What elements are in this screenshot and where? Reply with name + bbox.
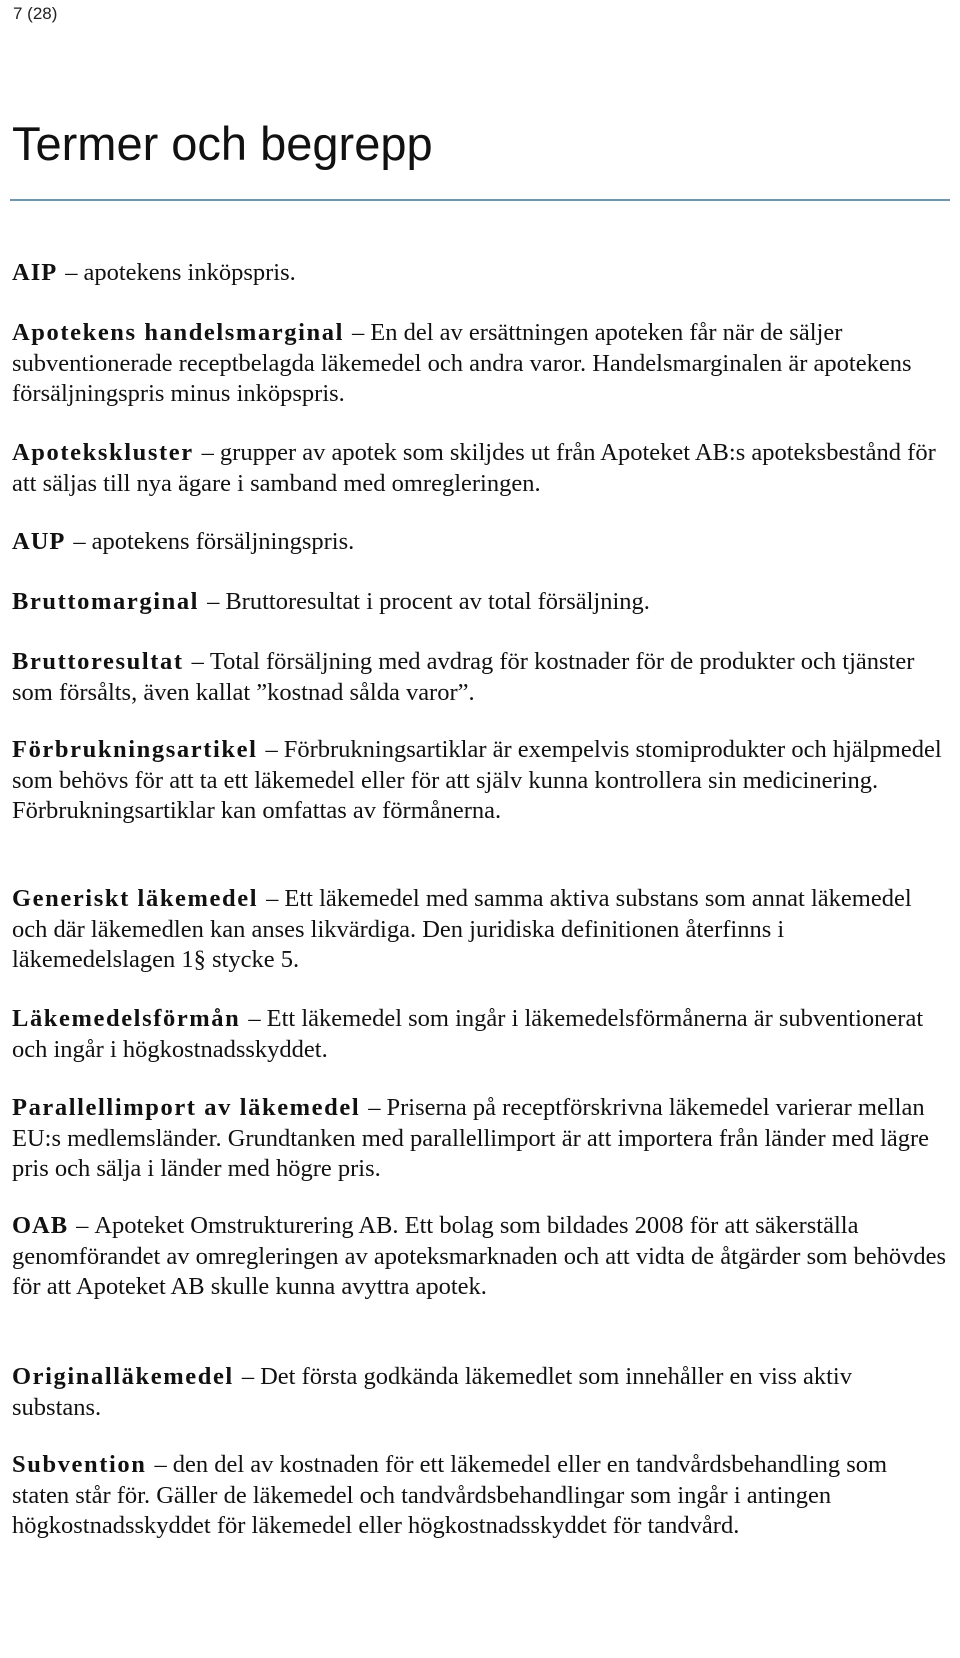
term-generiskt-lakemedel — [12, 884, 947, 976]
term-name: Bruttoresultat — [12, 648, 184, 675]
term-apotekskluster — [12, 438, 947, 499]
term-name: Förbrukningsartikel — [12, 736, 258, 763]
term-dash: – — [266, 885, 279, 912]
term-definition: Priserna på receptförskrivna läkemedel varierar mellan EU:s medlemsländer. Grundtanken med parallellimport är att importera från länder med lägre pris och sälja i länder med högre pris. — [12, 1094, 930, 1182]
term-bruttomarginal — [12, 587, 947, 618]
term-dash: – — [201, 439, 214, 466]
term-definition: Apoteket Omstrukturering AB. Ett bolag som bildades 2008 för att säkerställa genomförandet av omregleringen av apoteksmarknaden och att vidta de åtgärder som behövdes för att Apoteket AB skulle kunna avyttra apotek. — [12, 1212, 947, 1300]
term-definition: Total försäljning med avdrag för kostnader för de produkter och tjänster som försålts, även kallat ”kostnad sålda varor”. — [12, 648, 915, 706]
term-definition: Ett läkemedel med samma aktiva substans som annat läkemedel och där läkemedlen kan anses likvärdiga. Den juridiska definitionen återfinns i läkemedelslagen 1§ stycke 5. — [12, 885, 912, 973]
term-dash: – — [65, 259, 78, 286]
term-name: Subvention — [12, 1451, 147, 1478]
term-definition: apotekens försäljningspris. — [91, 528, 355, 555]
term-parallellimport — [12, 1093, 947, 1185]
term-apotekens-handelsmarginal — [12, 318, 947, 410]
term-bruttoresultat — [12, 647, 947, 708]
term-name: AIP — [12, 259, 58, 286]
term-name: Apotekskluster — [12, 439, 194, 466]
term-dash: – — [207, 588, 220, 615]
term-definition: apotekens inköpspris. — [83, 259, 296, 286]
page-number: 7 (28) — [13, 4, 58, 23]
term-dash: – — [265, 736, 278, 763]
title-rule — [10, 199, 950, 201]
term-aip — [12, 258, 947, 289]
term-definition: Förbrukningsartiklar är exempelvis stomiprodukter och hjälpmedel som behövs för att ta ett läkemedel eller för att själv kunna kontrollera sin medicinering. Förbrukningsartiklar kan omfattas av förmånerna. — [12, 736, 942, 824]
term-definition: Ett läkemedel som ingår i läkemedelsförmånerna är subventionerat och ingår i högkostnadsskyddet. — [12, 1005, 924, 1063]
term-dash: – — [248, 1005, 261, 1032]
term-definition: Bruttoresultat i procent av total försäljning. — [225, 588, 650, 615]
term-originallakemedel — [12, 1362, 947, 1423]
term-name: Generiskt läkemedel — [12, 885, 259, 912]
term-name: Parallellimport av läkemedel — [12, 1094, 361, 1121]
term-name: Läkemedelsförmån — [12, 1005, 241, 1032]
term-subvention — [12, 1450, 947, 1542]
term-name: Apotekens handelsmarginal — [12, 319, 345, 346]
term-dash: – — [73, 528, 86, 555]
term-dash: – — [368, 1094, 381, 1121]
term-name: Originalläkemedel — [12, 1363, 234, 1390]
term-forbrukningsartikel — [12, 735, 947, 827]
term-dash: – — [76, 1212, 89, 1239]
term-name: AUP — [12, 528, 66, 555]
term-definition: grupper av apotek som skiljdes ut från Apoteket AB:s apoteksbestånd för att säljas till nya ägare i samband med omregleringen. — [12, 439, 936, 497]
term-name: OAB — [12, 1212, 69, 1239]
term-definition: den del av kostnaden för ett läkemedel eller en tandvårdsbehandling som staten står för. Gäller de läkemedel och tandvårdsbehandlingar som ingår i antingen högkostnadsskyddet för läkemedel eller högkostnadsskyddet för tandvård. — [12, 1451, 888, 1539]
term-aup — [12, 527, 947, 558]
term-dash: – — [241, 1363, 255, 1390]
term-dash: – — [191, 648, 204, 675]
term-definition: En del av ersättningen apoteken får när de säljer subventionerade receptbelagda läkemedel och andra varor. Handelsmarginalen är apotekens försäljningspris minus inköpspris. — [12, 319, 912, 407]
term-lakemedelsforman — [12, 1004, 947, 1065]
page-title: Termer och begrepp — [12, 117, 433, 170]
term-dash: – — [352, 319, 365, 346]
term-dash: – — [154, 1451, 167, 1478]
term-oab — [12, 1211, 947, 1303]
term-name: Bruttomarginal — [12, 588, 200, 615]
term-definition: Det första godkända läkemedlet som innehåller en viss aktiv substans. — [12, 1363, 852, 1421]
